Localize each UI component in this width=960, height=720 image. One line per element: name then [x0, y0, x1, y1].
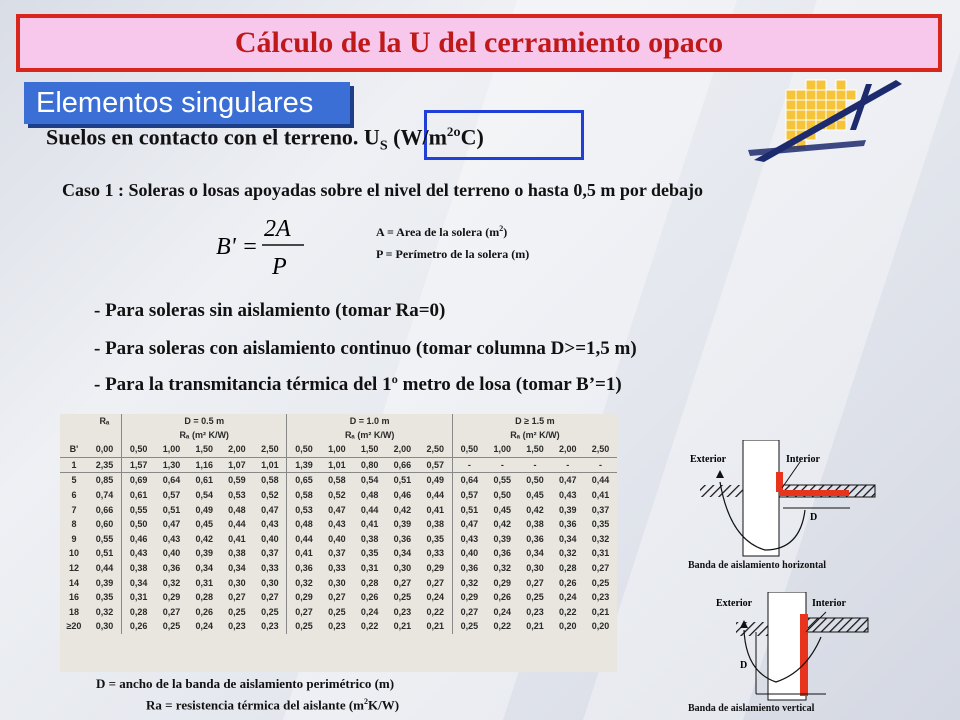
- table-cell: 0,28: [195, 592, 213, 603]
- table-cell: 0,43: [261, 519, 279, 530]
- table-header-cell: [88, 428, 122, 442]
- table-cell: 0,28: [360, 577, 379, 588]
- table-cell: ≥20: [66, 621, 82, 632]
- table-cell: 0,42: [393, 504, 412, 515]
- table-cell: 16: [68, 592, 79, 603]
- table-row: [60, 517, 617, 532]
- table-header-cell: 2,50: [253, 442, 287, 457]
- definition-perimeter: P = Perímetro de la solera (m): [376, 247, 530, 261]
- table-cell: 0,58: [328, 475, 346, 486]
- table-group-header: D ≥ 1.5 m: [452, 414, 617, 428]
- floor-slab-interior: [806, 618, 868, 632]
- table-cell: 0,55: [95, 533, 114, 544]
- table-cell: 1,16: [188, 457, 221, 473]
- table-cell: 1,07: [221, 457, 254, 473]
- table-cell: 0,80: [353, 457, 386, 473]
- table-cell: 0,69: [122, 473, 156, 488]
- horizontal-insulation-diagram: [690, 440, 890, 565]
- table-cell: 0,32: [95, 606, 114, 617]
- table-row: [60, 605, 617, 620]
- table-cell: 0,32: [591, 533, 610, 544]
- table-header-cell: 1,50: [519, 442, 552, 457]
- table-cell: 0,27: [287, 605, 321, 620]
- table-cell: 0,22: [426, 606, 445, 617]
- table-cell: 0,37: [328, 548, 346, 559]
- table-cell: 0,39: [393, 519, 412, 530]
- table-cell: 0,53: [287, 502, 321, 517]
- table-cell: 0,52: [261, 490, 279, 501]
- table-cell: 0,36: [452, 561, 486, 576]
- logo-swoosh: [748, 140, 866, 156]
- table-cell: 0,32: [452, 575, 486, 590]
- table-header-cell: [60, 428, 88, 442]
- table-cell: 1,57: [122, 457, 156, 473]
- table-cell: 0,27: [526, 577, 544, 588]
- table-cell: 0,24: [558, 592, 577, 603]
- table-cell: 0,32: [558, 548, 577, 559]
- table-cell: 12: [68, 563, 79, 574]
- diagram-label-d: D: [740, 660, 748, 671]
- table-cell: 0,30: [526, 563, 544, 574]
- table-header-cell: 1,00: [155, 442, 188, 457]
- bullet-item: - Para soleras sin aislamiento (tomar Ra=0): [94, 300, 446, 321]
- note-ra-definition: [146, 697, 399, 713]
- table-cell: 0,52: [328, 490, 346, 501]
- table-cell: 0,36: [162, 563, 181, 574]
- section-tab: [24, 82, 350, 124]
- table-cell: 0,23: [526, 606, 544, 617]
- table-header-cell: 0,50: [122, 442, 156, 457]
- table-cell: 0,46: [393, 490, 412, 501]
- table-cell: 0,24: [426, 592, 445, 603]
- table-cell: 0,26: [195, 606, 213, 617]
- table-cell: 0,48: [287, 517, 321, 532]
- table-cell: -: [486, 457, 519, 473]
- table-row: [60, 502, 617, 517]
- table-header-cell: 0,00: [88, 442, 122, 457]
- table-cell: 0,65: [287, 473, 321, 488]
- table-cell: 0,22: [360, 621, 379, 632]
- table-cell: 0,36: [393, 533, 412, 544]
- table-cell: 0,34: [558, 533, 577, 544]
- table-cell: 0,66: [95, 504, 114, 515]
- diagram-label-exterior: Exterior: [716, 598, 753, 609]
- b-prime-formula: [214, 212, 306, 282]
- table-cell: 0,42: [195, 533, 213, 544]
- table-unit-header: Rₐ (m² K/W): [122, 428, 287, 442]
- table-cell: 7: [71, 504, 77, 515]
- table-cell: 0,27: [261, 592, 279, 603]
- table-unit-header-row: [60, 428, 617, 442]
- table-cell: 0,49: [426, 475, 445, 486]
- table-cell: 0,61: [195, 475, 213, 486]
- table-cell: 0,43: [558, 490, 577, 501]
- table-cell: 0,28: [122, 605, 156, 620]
- table-header-cell: 1,50: [188, 442, 221, 457]
- table-cell: 0,20: [558, 621, 577, 632]
- table-cell: 0,24: [195, 621, 213, 632]
- table-cell: 0,25: [287, 619, 321, 634]
- table-cell: 0,58: [261, 475, 279, 486]
- table-cell: 0,27: [228, 592, 246, 603]
- table-cell: 0,51: [393, 475, 412, 486]
- diagram-label-exterior: Exterior: [690, 454, 727, 465]
- table-cell: -: [584, 457, 617, 473]
- subheading-sub: S: [379, 138, 388, 154]
- table-cell: 0,43: [328, 519, 346, 530]
- formula-numerator: 2A: [264, 216, 291, 242]
- table-cell: 0,25: [393, 592, 412, 603]
- table-cell: 0,31: [122, 590, 156, 605]
- table-cell: 9: [71, 533, 77, 544]
- table-cell: 0,51: [95, 548, 114, 559]
- table-cell: 0,55: [493, 475, 512, 486]
- table-cell: 0,27: [162, 606, 181, 617]
- diagram-label-d: D: [810, 512, 818, 523]
- table-cell: 1,01: [253, 457, 287, 473]
- table-cell: 0,39: [195, 548, 213, 559]
- table-header-cell: 2,50: [419, 442, 453, 457]
- table-cell: 0,49: [195, 504, 213, 515]
- table-cell: 0,48: [360, 490, 379, 501]
- table-row: [60, 488, 617, 503]
- table-cell: 0,50: [493, 490, 512, 501]
- table-cell: 14: [68, 577, 79, 588]
- table-cell: 0,23: [393, 606, 412, 617]
- table-cell: 0,25: [162, 621, 181, 632]
- table-cell: 0,55: [122, 502, 156, 517]
- table-cell: 0,47: [261, 504, 279, 515]
- table-cell: 0,44: [95, 563, 114, 574]
- table-cell: 0,41: [287, 546, 321, 561]
- table-cell: 0,25: [328, 606, 346, 617]
- section-tab-label: Elementos singulares: [36, 86, 314, 119]
- table-cell: 0,28: [558, 563, 577, 574]
- table-cell: 0,53: [228, 490, 246, 501]
- table-cell: 1,01: [321, 457, 354, 473]
- table-cell: 0,31: [360, 563, 379, 574]
- table-cell: 0,34: [228, 563, 246, 574]
- table-ra-values-row: [60, 442, 617, 457]
- table-cell: 0,25: [261, 606, 279, 617]
- table-cell: 0,50: [122, 517, 156, 532]
- title-box: [16, 14, 942, 72]
- table-header-cell: 1,00: [321, 442, 354, 457]
- table-cell: 0,25: [591, 577, 610, 588]
- table-cell: 0,47: [328, 504, 346, 515]
- table-cell: 0,33: [328, 563, 346, 574]
- table-cell: 0,23: [591, 592, 610, 603]
- table-cell: 0,39: [558, 504, 577, 515]
- table-cell: 0,39: [493, 533, 512, 544]
- table-cell: 0,33: [261, 563, 279, 574]
- bullet-item: - Para la transmitancia térmica del 1º metro de losa (tomar B’=1): [94, 374, 622, 395]
- table-cell: 8: [71, 519, 77, 530]
- table-row: [60, 619, 617, 634]
- note-ra-end: K/W): [368, 697, 400, 713]
- table-cell: 2,35: [88, 457, 122, 473]
- table-cell: 0,44: [426, 490, 445, 501]
- note-ra-sup: 2: [364, 697, 369, 706]
- table-cell: 0,74: [95, 490, 114, 501]
- table-cell: 0,27: [393, 577, 412, 588]
- table-cell: 0,35: [360, 548, 379, 559]
- table-cell: 0,25: [228, 606, 246, 617]
- table-cell: 6: [71, 490, 77, 501]
- subheading-unit-end: ºC): [453, 124, 484, 150]
- table-cell: 0,40: [452, 546, 486, 561]
- table-header-cell: 2,50: [584, 442, 617, 457]
- table-cell: 0,44: [360, 504, 379, 515]
- table-cell: 0,30: [261, 577, 279, 588]
- note-ra-text: Ra = resistencia térmica del aislante (m: [146, 697, 365, 713]
- table-cell: 0,36: [526, 533, 544, 544]
- definition-area-end: ): [503, 225, 508, 239]
- table-cell: 0,21: [393, 621, 412, 632]
- table-header-cell: 2,00: [386, 442, 419, 457]
- table-row: [60, 590, 617, 605]
- table-cell: 0,39: [95, 577, 114, 588]
- diagram-caption-horizontal: Banda de aislamiento horizontal: [688, 560, 827, 571]
- table-cell: 0,23: [228, 621, 246, 632]
- table-row: [60, 473, 617, 488]
- table-cell: 1,39: [287, 457, 321, 473]
- subheading-sup: 2: [446, 124, 454, 139]
- table-row: [60, 546, 617, 561]
- table-cell: 0,42: [493, 519, 512, 530]
- table-cell: 18: [68, 606, 79, 617]
- table-cell: 0,34: [526, 548, 544, 559]
- table-header-cell: B': [60, 442, 88, 457]
- table-cell: 0,42: [526, 504, 544, 515]
- table-cell: 0,30: [393, 563, 412, 574]
- table-cell: 0,34: [195, 563, 213, 574]
- table-header-cell: 1,00: [486, 442, 519, 457]
- table-cell: 0,26: [360, 592, 379, 603]
- bullet-item: - Para soleras con aislamiento continuo (tomar columna D>=1,5 m): [94, 338, 637, 359]
- table-cell: 0,43: [162, 533, 181, 544]
- table-cell: 0,24: [493, 606, 512, 617]
- leader-line: [782, 462, 800, 488]
- table-header-cell: 0,50: [287, 442, 321, 457]
- table-header-cell: 1,50: [353, 442, 386, 457]
- formula-lhs: B' =: [216, 234, 258, 260]
- table-cell: 1,30: [155, 457, 188, 473]
- table-cell: 0,57: [162, 490, 181, 501]
- table-unit-header: Rₐ (m² K/W): [452, 428, 617, 442]
- table-cell: 0,34: [122, 575, 156, 590]
- table-cell: 0,43: [122, 546, 156, 561]
- table-group-header: D = 0.5 m: [122, 414, 287, 428]
- table-cell: 0,58: [287, 488, 321, 503]
- table-group-header-row: [60, 414, 617, 428]
- table-cell: 0,29: [452, 590, 486, 605]
- table-cell: 0,54: [195, 490, 213, 501]
- table-cell: 0,44: [228, 519, 246, 530]
- logo-icon: [746, 70, 902, 166]
- subheading: [46, 124, 484, 155]
- table-header-cell: 2,00: [551, 442, 584, 457]
- table-cell: 0,32: [493, 563, 512, 574]
- table-cell: 0,38: [228, 548, 246, 559]
- table-cell: 0,24: [360, 606, 379, 617]
- table-cell: 0,35: [95, 592, 114, 603]
- table-cell: 0,30: [228, 577, 246, 588]
- table-cell: 0,47: [162, 519, 181, 530]
- table-cell: 0,38: [426, 519, 445, 530]
- wall: [743, 440, 779, 556]
- table-cell: 0,51: [452, 502, 486, 517]
- table-cell: 0,37: [591, 504, 610, 515]
- table-cell: 5: [71, 475, 77, 486]
- table-cell: 0,34: [393, 548, 412, 559]
- table-cell: 0,47: [452, 517, 486, 532]
- table-cell: 0,54: [360, 475, 379, 486]
- table-cell: 0,30: [328, 577, 346, 588]
- table-cell: 0,61: [122, 488, 156, 503]
- table-cell: 0,21: [591, 606, 610, 617]
- table-cell: 0,41: [591, 490, 610, 501]
- subheading-unit: (W/m: [387, 124, 447, 150]
- table-cell: 0,38: [360, 533, 379, 544]
- table-cell: 0,45: [493, 504, 512, 515]
- table-cell: 0,59: [228, 475, 246, 486]
- table-unit-header: Rₐ (m² K/W): [287, 428, 452, 442]
- table-cell: 0,30: [95, 621, 114, 632]
- diagram-caption-vertical: Banda de aislamiento vertical: [688, 703, 815, 714]
- table-cell: 0,50: [526, 475, 544, 486]
- table-cell: 10: [68, 548, 79, 559]
- ground-floor-u-table: [60, 414, 617, 672]
- insulation-vertical: [776, 472, 783, 492]
- table-cell: 0,66: [386, 457, 419, 473]
- table-cell: 1: [60, 457, 88, 473]
- table-cell: 0,36: [493, 548, 512, 559]
- table-cell: 0,40: [162, 548, 181, 559]
- table-cell: 0,32: [287, 575, 321, 590]
- table-cell: 0,44: [591, 475, 610, 486]
- table-cell: 0,21: [426, 621, 445, 632]
- table-cell: -: [551, 457, 584, 473]
- table-cell: 0,23: [261, 621, 279, 632]
- definition-area-text: A = Area de la solera (m: [376, 225, 500, 239]
- table-cell: 0,22: [493, 621, 512, 632]
- table-cell: 0,41: [426, 504, 445, 515]
- table-cell: 0,20: [591, 621, 610, 632]
- table-cell: 0,41: [360, 519, 379, 530]
- table-cell: 0,51: [162, 504, 181, 515]
- definition-area: [376, 218, 529, 243]
- table-cell: 0,36: [558, 519, 577, 530]
- table-cell: 0,37: [261, 548, 279, 559]
- table-cell: 0,29: [287, 590, 321, 605]
- table-cell: 0,31: [195, 577, 213, 588]
- table-cell: 0,27: [591, 563, 610, 574]
- table-cell: 0,21: [526, 621, 544, 632]
- table-cell: -: [452, 457, 486, 473]
- subheading-text: Suelos en contacto con el terreno. U: [46, 124, 380, 150]
- vertical-insulation-diagram: [716, 592, 876, 704]
- table-cell: 0,29: [162, 592, 181, 603]
- table-header-cell: Rₐ: [99, 416, 110, 426]
- table-cell: -: [519, 457, 552, 473]
- table-cell: 0,47: [558, 475, 577, 486]
- arrow-head: [716, 470, 724, 478]
- table-row: [60, 575, 617, 590]
- table-cell: 0,29: [426, 563, 445, 574]
- table-cell: 0,32: [162, 577, 181, 588]
- table-cell: 0,29: [493, 577, 512, 588]
- table-cell: 0,46: [122, 532, 156, 547]
- table-cell: 0,26: [122, 619, 156, 634]
- table-cell: 0,38: [526, 519, 544, 530]
- table-cell: 0,23: [328, 621, 346, 632]
- table-cell: 0,35: [591, 519, 610, 530]
- table-cell: 0,36: [287, 561, 321, 576]
- table-cell: 0,40: [328, 533, 346, 544]
- table-cell: 0,48: [228, 504, 246, 515]
- insulation-band: [779, 490, 849, 496]
- table-cell: 0,22: [558, 606, 577, 617]
- page-title: Cálculo de la U del cerramiento opaco: [234, 26, 724, 59]
- table-cell: 0,64: [162, 475, 181, 486]
- definition-area-sup: 2: [499, 224, 504, 233]
- table-cell: 0,27: [452, 605, 486, 620]
- table-cell: 0,44: [287, 532, 321, 547]
- table-group-header: D = 1.0 m: [287, 414, 452, 428]
- table-cell: 0,40: [261, 533, 279, 544]
- table-row: [60, 532, 617, 547]
- case-1-heading: Caso 1 : Soleras o losas apoyadas sobre el nivel del terreno o hasta 0,5 m por debajo: [62, 180, 704, 200]
- table-cell: 0,45: [195, 519, 213, 530]
- diagram-label-interior: Interior: [812, 598, 846, 609]
- diagram-label-interior: Interior: [786, 454, 820, 465]
- floor-slab-exterior: [736, 622, 768, 636]
- table-cell: 0,60: [95, 519, 114, 530]
- table-cell: 0,85: [95, 475, 114, 486]
- insulation-band: [800, 614, 808, 696]
- table-header-cell: [60, 414, 88, 428]
- table-cell: 0,45: [526, 490, 544, 501]
- table-header-cell: 2,00: [221, 442, 254, 457]
- table-row: [60, 457, 617, 473]
- table-cell: 0,26: [558, 577, 577, 588]
- table-cell: 0,35: [426, 533, 445, 544]
- note-d-definition: D = ancho de la banda de aislamiento perimétrico (m): [96, 676, 395, 691]
- table-cell: 0,64: [452, 473, 486, 488]
- table-cell: 0,38: [122, 561, 156, 576]
- table-row: [60, 561, 617, 576]
- formula-definitions: [376, 218, 529, 265]
- table-cell: 0,33: [426, 548, 445, 559]
- table-cell: 0,27: [426, 577, 445, 588]
- table-cell: 0,26: [493, 592, 512, 603]
- table-cell: 0,27: [328, 592, 346, 603]
- table-cell: 0,25: [526, 592, 544, 603]
- formula-denominator: P: [272, 254, 287, 280]
- table-cell: 0,25: [452, 619, 486, 634]
- table-cell: 0,31: [591, 548, 610, 559]
- table-cell: 0,43: [452, 532, 486, 547]
- table-cell: 0,41: [228, 533, 246, 544]
- table-cell: 0,57: [419, 457, 453, 473]
- table-cell: 0,57: [452, 488, 486, 503]
- table-header-cell: 0,50: [452, 442, 486, 457]
